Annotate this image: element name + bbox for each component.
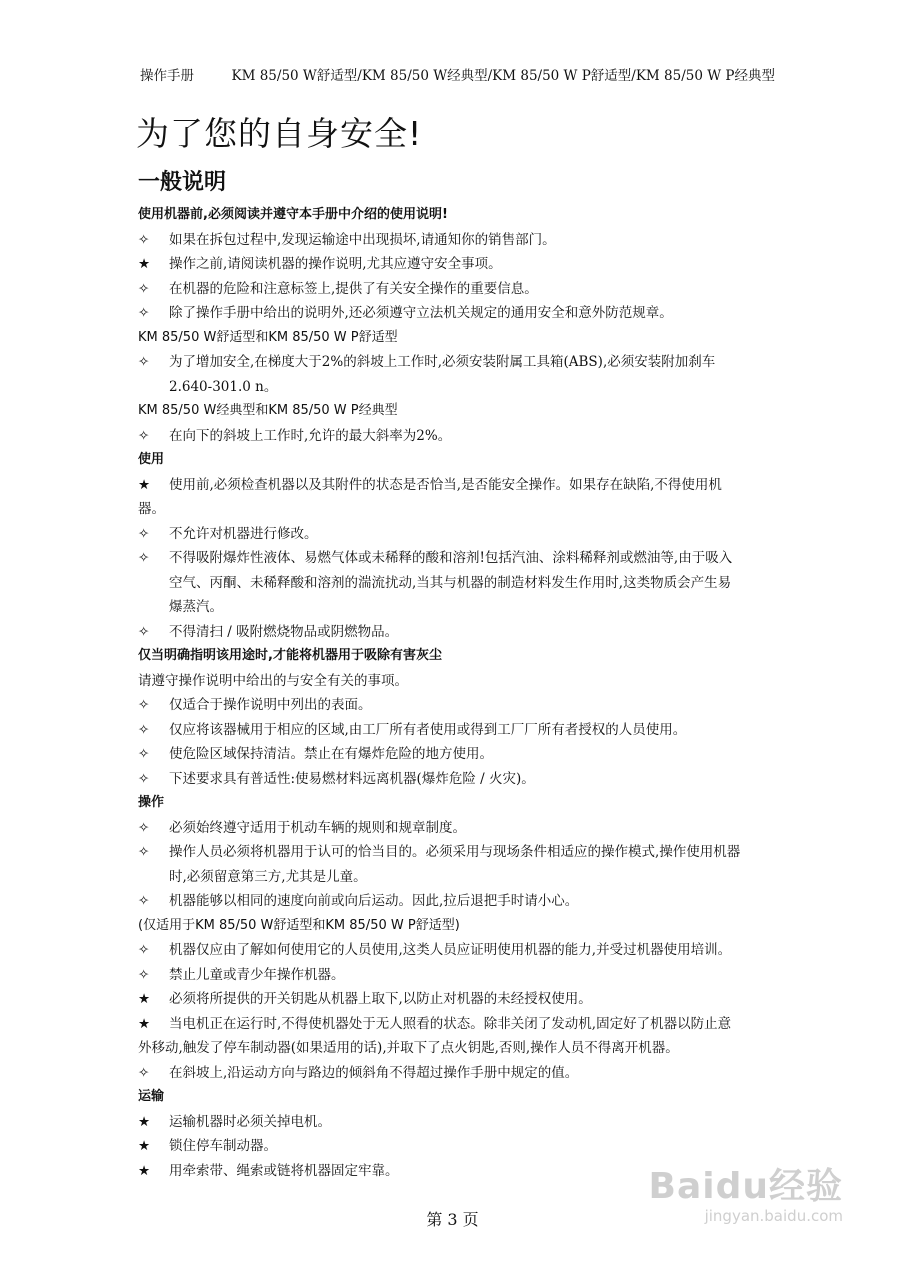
document-body	[138, 203, 763, 1183]
list-item-text: 禁止儿童或青少年操作机器。	[169, 966, 345, 983]
subsection-heading: 使用	[138, 452, 165, 467]
list-item-text: 在机器的危险和注意标签上,提供了有关安全操作的重要信息。	[169, 280, 538, 297]
header-right: KM 85/50 W舒适型/KM 85/50 W经典型/KM 85/50 W P舒适型/KM 85/50 W P经典型	[231, 68, 775, 84]
list-item	[138, 1110, 763, 1135]
list-item-text: 在向下的斜坡上工作时,允许的最大斜率为2%。	[169, 427, 452, 444]
list-item-text: 操作之前,请阅读机器的操作说明,尤其应遵守安全事项。	[169, 256, 502, 272]
list-item-text: 机器能够以相同的速度向前或向后运动。因此,拉后退把手时请小心。	[169, 893, 579, 909]
subsection-heading: 操作	[138, 795, 165, 810]
list-item-text: 必须将所提供的开关钥匙从机器上取下,以防止对机器的未经授权使用。	[169, 991, 592, 1007]
model-note: KM 85/50 W经典型和KM 85/50 W P经典型	[138, 403, 398, 418]
diamond-bullet-icon: ✧	[138, 746, 150, 762]
page-header	[140, 64, 775, 84]
list-item	[138, 522, 763, 547]
page-title: 为了您的自身安全!	[136, 114, 423, 153]
list-item-text: 在斜坡上,沿运动方向与路边的倾斜角不得超过操作手册中规定的值。	[169, 1064, 579, 1081]
star-bullet-icon: ★	[138, 1015, 151, 1032]
list-item	[138, 718, 763, 743]
diamond-bullet-icon: ✧	[138, 844, 150, 860]
subsection-heading: 使用机器前,必须阅读并遵守本手册中介绍的使用说明!	[138, 207, 448, 222]
diamond-bullet-icon: ✧	[138, 819, 150, 836]
list-item	[138, 767, 763, 792]
star-bullet-icon: ★	[138, 1113, 151, 1130]
header-left: 操作手册	[140, 68, 194, 84]
list-item-text: 运输机器时必须关掉电机。	[169, 1113, 331, 1130]
list-item	[138, 987, 763, 1012]
list-item	[138, 277, 763, 302]
list-item-text: 用牵索带、绳索或链将机器固定牢靠。	[169, 1162, 399, 1179]
diamond-bullet-icon: ✧	[138, 280, 150, 297]
list-item	[138, 546, 763, 620]
list-item-text: 当电机正在运行时,不得使机器处于无人照看的状态。除非关闭了发动机,固定好了机器以防止意 外移动,触发了停车制动器(如果适用的话),并取下了点火钥匙,否则,操作人员不得离开机器。	[138, 1015, 732, 1056]
list-item-text: 除了操作手册中给出的说明外,还必须遵守立法机关规定的通用安全和意外防范规章。	[169, 305, 673, 321]
list-item	[138, 228, 763, 253]
list-item-text: 如果在拆包过程中,发现运输途中出现损坏,请通知你的销售部门。	[169, 231, 556, 248]
list-item	[138, 1134, 763, 1159]
baidu-watermark	[649, 1158, 843, 1225]
list-item-text: 不得吸附爆炸性液体、易燃气体或未稀释的酸和溶剂!包括汽油、涂料稀释剂或燃油等,由于吸入 空气、丙酮、未稀释酸和溶剂的湍流扰动,当其与机器的制造材料发生作用时,这类物质会产生易 爆蒸汽。	[169, 550, 733, 615]
diamond-bullet-icon: ✧	[138, 893, 150, 909]
watermark-logo: Baidu经验	[648, 1166, 843, 1207]
list-item	[138, 889, 763, 914]
model-note: KM 85/50 W舒适型和KM 85/50 W P舒适型	[138, 329, 398, 345]
diamond-bullet-icon: ✧	[138, 770, 150, 787]
list-item	[138, 742, 763, 767]
list-item	[138, 840, 763, 889]
list-item	[138, 301, 763, 326]
list-item-text: 机器仅应由了解如何使用它的人员使用,这类人员应证明使用机器的能力,并受过机器使用培训。	[169, 942, 732, 958]
star-bullet-icon: ★	[138, 1162, 151, 1179]
list-item	[138, 252, 763, 277]
list-item-text: 仅适合于操作说明中列出的表面。	[169, 697, 372, 713]
diamond-bullet-icon: ✧	[138, 966, 150, 983]
diamond-bullet-icon: ✧	[138, 305, 150, 321]
subsection-heading: 运输	[138, 1089, 165, 1104]
list-item	[138, 693, 763, 718]
diamond-bullet-icon: ✧	[138, 721, 150, 738]
list-item	[138, 424, 763, 449]
star-bullet-icon: ★	[138, 476, 151, 493]
list-item	[138, 350, 763, 399]
model-note: (仅适用于KM 85/50 W舒适型和KM 85/50 W P舒适型)	[138, 917, 460, 933]
diamond-bullet-icon: ✧	[138, 1064, 150, 1081]
list-item	[138, 963, 763, 988]
list-item	[138, 620, 763, 645]
list-item	[138, 816, 763, 841]
list-item-text: 仅应将该器械用于相应的区域,由工厂所有者使用或得到工厂厂所有者授权的人员使用。	[169, 721, 687, 738]
diamond-bullet-icon: ✧	[138, 697, 150, 713]
list-item-text: 不允许对机器进行修改。	[169, 525, 318, 542]
star-bullet-icon: ★	[138, 991, 151, 1007]
list-item-text: 使危险区域保持清洁。禁止在有爆炸危险的地方使用。	[169, 746, 493, 762]
list-item	[138, 1012, 763, 1061]
list-item-text: 下述要求具有普适性:使易燃材料远离机器(爆炸危险 / 火灾)。	[169, 770, 535, 787]
diamond-bullet-icon: ✧	[138, 550, 150, 566]
diamond-bullet-icon: ✧	[138, 525, 150, 542]
diamond-bullet-icon: ✧	[138, 942, 150, 958]
page-number: 第 3 页	[426, 1210, 479, 1229]
list-item	[138, 473, 763, 522]
list-item	[138, 938, 763, 963]
diamond-bullet-icon: ✧	[138, 231, 150, 248]
watermark-url: jingyan.baidu.com	[704, 1207, 843, 1225]
list-item-text: 使用前,必须检查机器以及其附件的状态是否恰当,是否能安全操作。如果存在缺陷,不得使用机 器。	[138, 476, 722, 517]
list-item	[138, 1061, 763, 1086]
subsection-heading: 仅当明确指明该用途时,才能将机器用于吸除有害灰尘	[138, 648, 442, 663]
list-item-text: 锁住停车制动器。	[169, 1138, 277, 1154]
list-item-text: 必须始终遵守适用于机动车辆的规则和规章制度。	[169, 819, 466, 836]
diamond-bullet-icon: ✧	[138, 427, 150, 444]
list-item-text: 为了增加安全,在梯度大于2%的斜坡上工作时,必须安装附属工具箱(ABS),必须安装附加刹车 2.640-301.0 n。	[169, 354, 716, 395]
diamond-bullet-icon: ✧	[138, 623, 150, 640]
list-item-text: 不得清扫 / 吸附燃烧物品或阴燃物品。	[169, 623, 399, 640]
star-bullet-icon: ★	[138, 256, 151, 272]
diamond-bullet-icon: ✧	[138, 354, 150, 370]
star-bullet-icon: ★	[138, 1138, 151, 1154]
list-item-text: 操作人员必须将机器用于认可的恰当目的。必须采用与现场条件相适应的操作模式,操作使用机器 时,必须留意第三方,尤其是儿童。	[169, 844, 741, 885]
section-title: 一般说明	[138, 170, 227, 195]
paragraph: 请遵守操作说明中给出的与安全有关的事项。	[138, 672, 408, 689]
